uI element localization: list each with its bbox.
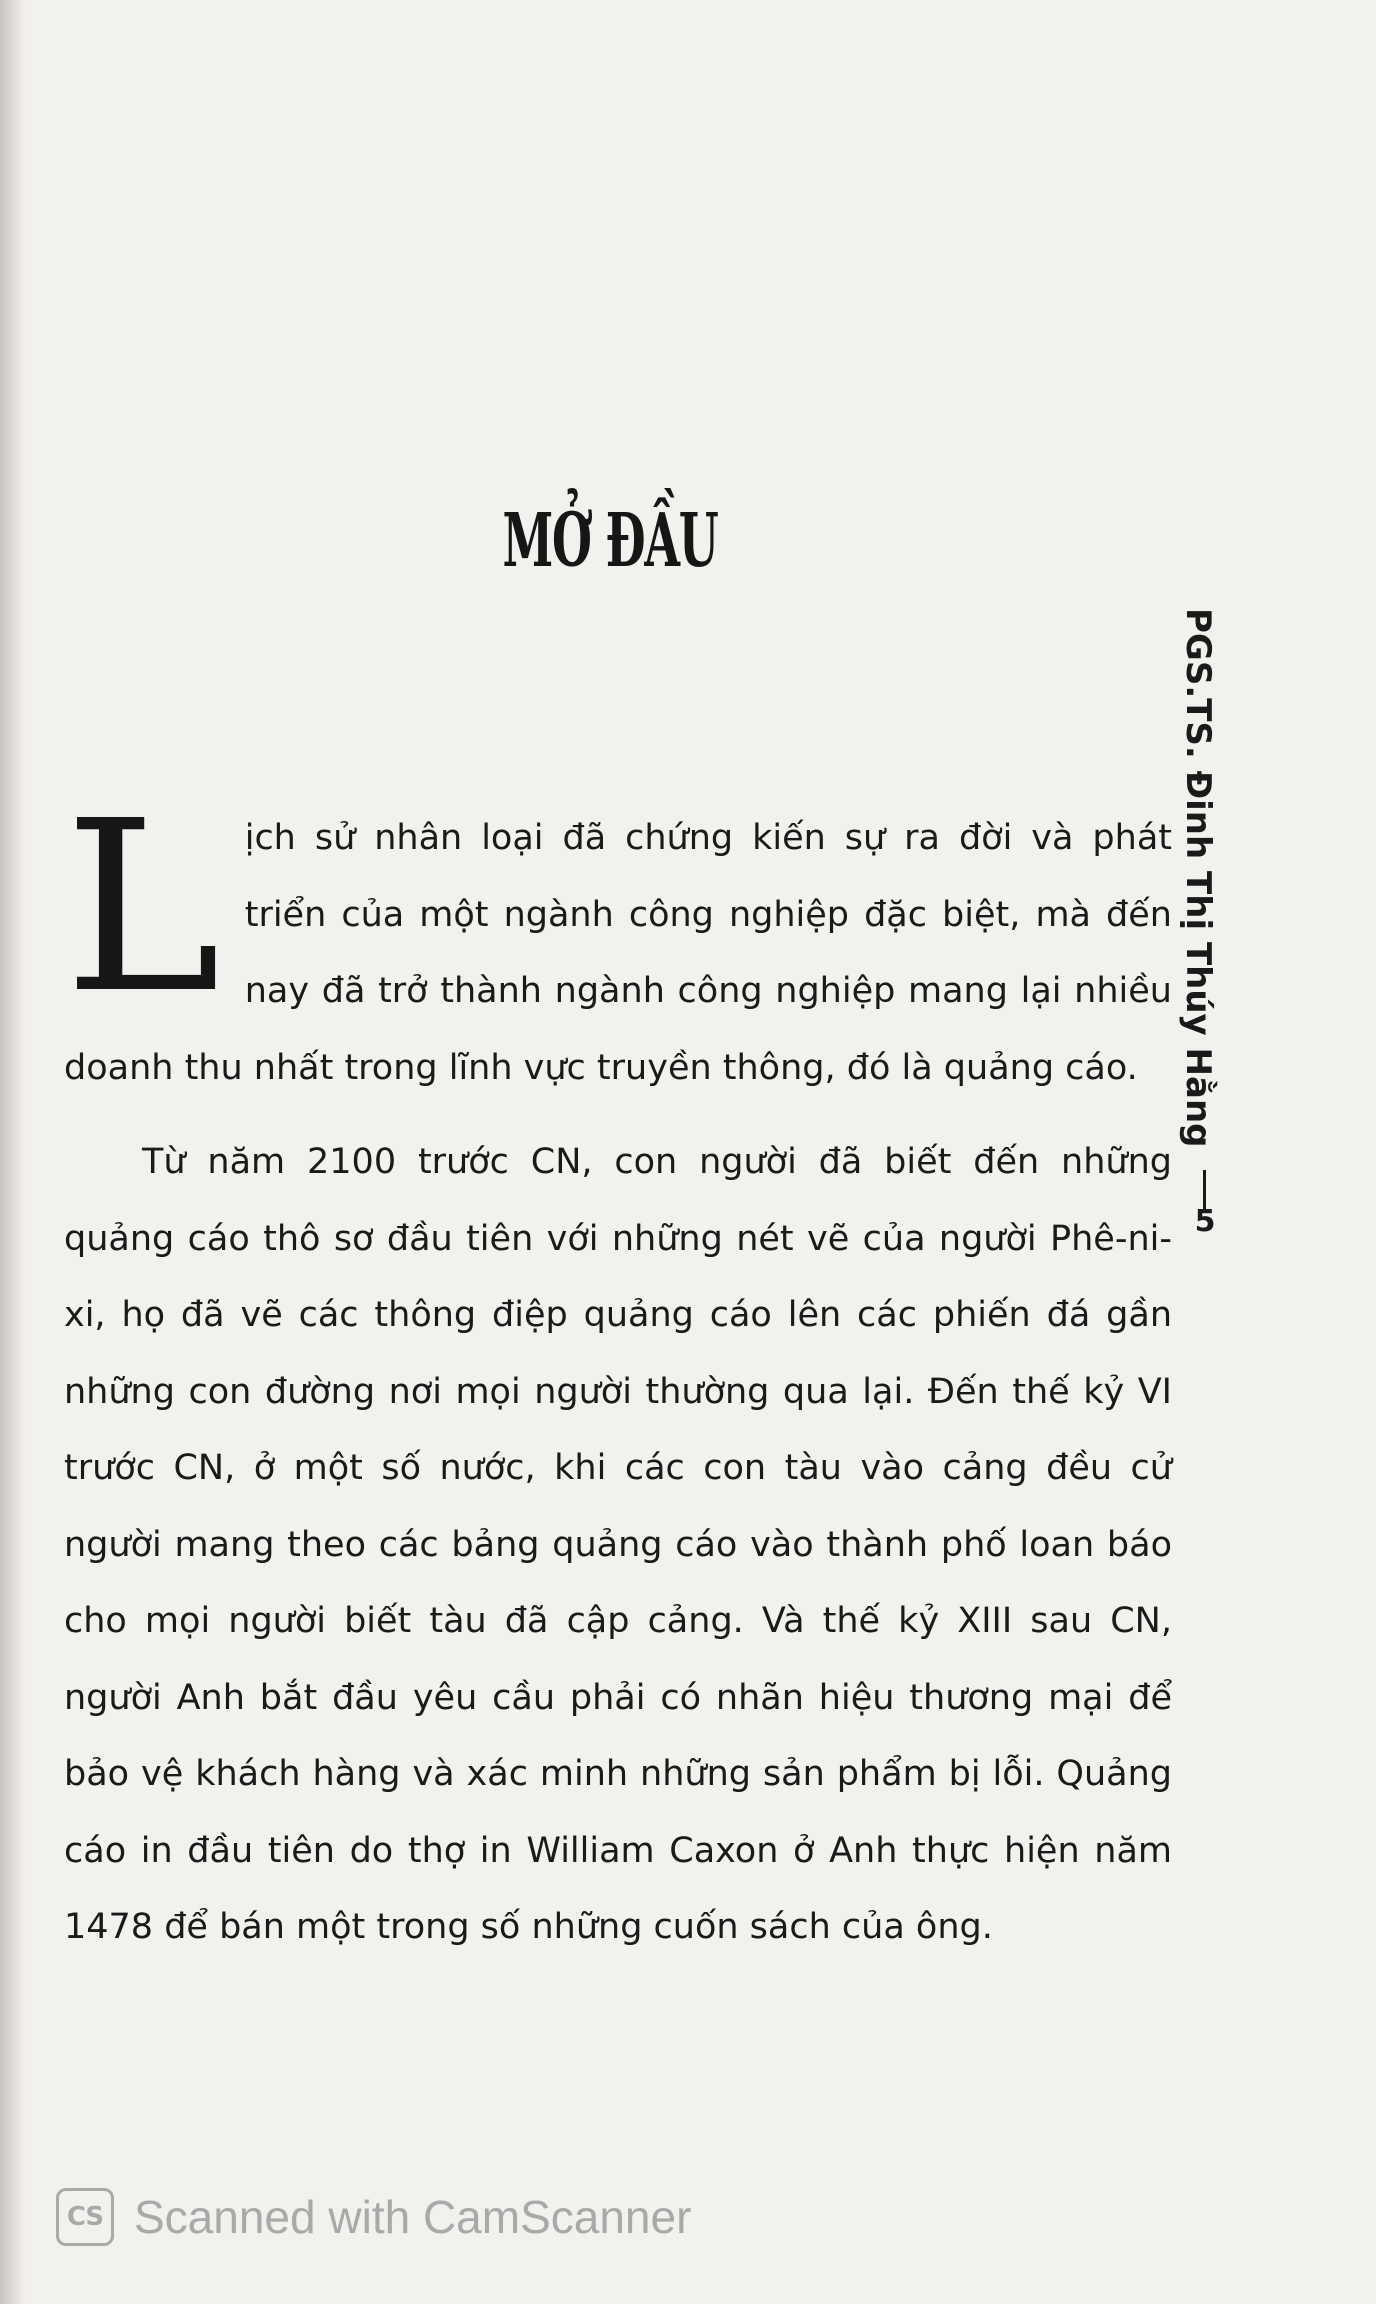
paragraph-history: Từ năm 2100 trước CN, con người đã biết đến những quảng cáo thô sơ đầu tiên với những nét vẽ của người Phê-ni-xi, họ đã vẽ các thông điệp quảng cáo lên các phiến đá gần những con đường nơi mọi người thường qua lại. Đến thế kỷ VI trước CN, ở một số nước, khi các con tàu vào cảng đều cử người mang theo các bảng quảng cáo vào thành phố loan báo cho mọi người biết tàu đã cập cảng. Và thế kỷ XIII sau CN, người Anh bắt đầu yêu cầu phải có nhãn hiệu thương mại để bảo vệ khách hàng và xác minh những sản phẩm bị lỗi. Quảng cáo in đầu tiên do thợ in William Caxon ở Anh thực hiện năm 1478 để bán một trong số những cuốn sách của ông.: [64, 1142, 1172, 1947]
page-number: 5: [1194, 1204, 1216, 1239]
author-name: PGS.TS. Đinh Thị Thúy Hằng: [1178, 608, 1218, 1148]
camscanner-logo-icon: CS: [56, 2188, 114, 2246]
drop-cap: L: [64, 770, 221, 1045]
paragraph-intro-text: ịch sử nhân loại đã chứng kiến sự ra đời và phát triển của một ngành công nghiệp đặc biệt, mà đến nay đã trở thành ngành công nghiệp mang lại nhiều doanh thu nhất trong lĩnh vực truyền thông, đó là quảng cáo.: [64, 818, 1172, 1088]
camscanner-watermark: [56, 2188, 691, 2246]
paragraph-intro: [64, 770, 1172, 1106]
page-title: MỞ ĐẦU: [502, 498, 718, 584]
body-text: [64, 770, 1172, 1966]
watermark-text: Scanned with CamScanner: [134, 2191, 692, 2243]
